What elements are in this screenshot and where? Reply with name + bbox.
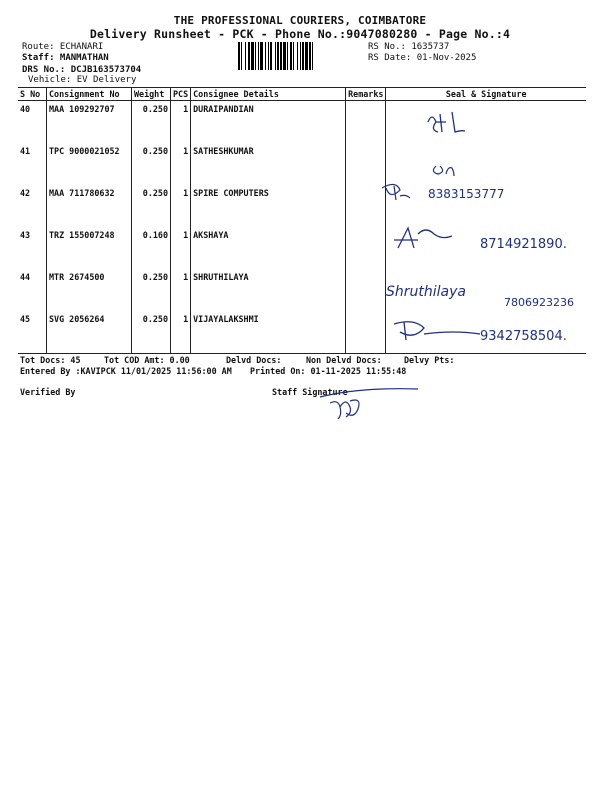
cell-consignee: AKSHAYA (191, 227, 346, 269)
cell-pcs: 1 (171, 269, 191, 311)
entered-by: Entered By :KAVIPCK 11/01/2025 11:56:00 AM (20, 366, 232, 376)
header-consignee: Consignee Details (191, 88, 346, 101)
barcode-bar (260, 42, 263, 70)
barcode-bar (280, 42, 282, 70)
staff-signature-label: Staff Signature (272, 387, 348, 397)
cell-sno: 41 (18, 143, 47, 185)
staff-label: Staff: MANMATHAN (22, 53, 109, 63)
signature-row-40 (428, 112, 465, 132)
barcode-image (238, 42, 363, 70)
barcode-bar (302, 42, 304, 70)
cell-consignment: MAA 109292707 (47, 101, 132, 144)
cell-consignment: TPC 9000021052 (47, 143, 132, 185)
total-docs: Tot Docs: 45 (20, 355, 81, 365)
header-remarks: Remarks (346, 88, 386, 101)
phone-row-43: 8714921890. (480, 237, 567, 252)
table-header-row (18, 88, 586, 101)
barcode-bar (268, 42, 269, 70)
cell-consignment: SVG 2056264 (47, 311, 132, 354)
barcode-bar (309, 42, 311, 70)
header-weight: Weight (132, 88, 171, 101)
signature-row-45 (394, 322, 480, 340)
barcode-bar (258, 42, 259, 70)
phone-row-45: 9342758504. (480, 329, 567, 344)
barcode-bar (287, 42, 288, 70)
verified-by-label: Verified By (20, 387, 76, 397)
barcode-bar (255, 42, 256, 70)
barcode-bar (297, 42, 298, 70)
barcode-bar (270, 42, 272, 70)
header-pcs: PCS (171, 88, 191, 101)
barcode-bar (300, 42, 301, 70)
rs-date: RS Date: 01-Nov-2025 (368, 53, 477, 63)
cell-weight: 0.250 (132, 143, 171, 185)
cell-consignment: TRZ 155007248 (47, 227, 132, 269)
barcode-bar (241, 42, 242, 70)
cell-weight: 0.250 (132, 269, 171, 311)
signature-row-42 (382, 184, 410, 200)
cell-sno: 42 (18, 185, 47, 227)
cell-weight: 0.160 (132, 227, 171, 269)
barcode-bar (238, 42, 240, 70)
cell-pcs: 1 (171, 185, 191, 227)
cell-pcs: 1 (171, 311, 191, 354)
route-label: Route: ECHANARI (22, 42, 104, 52)
barcode-bar (275, 42, 276, 70)
name-row-44: Shruthilaya (386, 284, 466, 300)
cell-weight: 0.250 (132, 101, 171, 144)
barcode-bar (290, 42, 292, 70)
header-seal: Seal & Signature (386, 88, 586, 101)
header-sno: S No (18, 88, 47, 101)
barcode-bar (277, 42, 279, 70)
cell-pcs: 1 (171, 227, 191, 269)
handwriting-overlay (380, 100, 600, 360)
cell-sno: 43 (18, 227, 47, 269)
phone-row-44: 7806923236 (504, 296, 574, 309)
non-delivered-docs: Non Delvd Docs: (306, 355, 382, 365)
barcode-bar (312, 42, 313, 70)
delivered-docs: Delvd Docs: (226, 355, 282, 365)
cell-consignment: MAA 711780632 (47, 185, 132, 227)
printed-on: Printed On: 01-11-2025 11:55:48 (250, 366, 407, 376)
cell-consignee: VIJAYALAKSHMI (191, 311, 346, 354)
barcode-bar (248, 42, 250, 70)
delivery-points: Delvy Pts: (404, 355, 455, 365)
cell-consignee: DURAIPANDIAN (191, 101, 346, 144)
runsheet-subtitle: Delivery Runsheet - PCK - Phone No.:9047080280 - Page No.:4 (89, 27, 511, 41)
barcode-bar (283, 42, 286, 70)
barcode-bar (251, 42, 254, 70)
signature-row-43 (394, 228, 452, 248)
rs-number: RS No.: 1635737 (368, 42, 450, 52)
barcode-bar (293, 42, 294, 70)
cell-weight: 0.250 (132, 185, 171, 227)
cell-pcs: 1 (171, 143, 191, 185)
drs-label: DRS No.: DCJB163573704 (22, 65, 142, 75)
cell-sno: 44 (18, 269, 47, 311)
barcode-bar (305, 42, 308, 70)
barcode-bar (245, 42, 246, 70)
cell-sno: 45 (18, 311, 47, 354)
company-title: THE PROFESSIONAL COURIERS, COIMBATORE (173, 14, 427, 27)
cell-consignee: SATHESHKUMAR (191, 143, 346, 185)
phone-row-42: 8383153777 (428, 187, 505, 201)
signature-row-41 (433, 166, 454, 176)
cell-weight: 0.250 (132, 311, 171, 354)
staff-signature (310, 385, 430, 425)
cell-pcs: 1 (171, 101, 191, 144)
barcode-bar (265, 42, 266, 70)
cell-sno: 40 (18, 101, 47, 144)
cell-consignment: MTR 2674500 (47, 269, 132, 311)
cell-consignee: SPIRE COMPUTERS (191, 185, 346, 227)
total-cod-amount: Tot COD Amt: 0.00 (104, 355, 190, 365)
cell-consignee: SHRUTHILAYA (191, 269, 346, 311)
vehicle-label: Vehicle: EV Delivery (28, 75, 137, 85)
header-consignment: Consignment No (47, 88, 132, 101)
